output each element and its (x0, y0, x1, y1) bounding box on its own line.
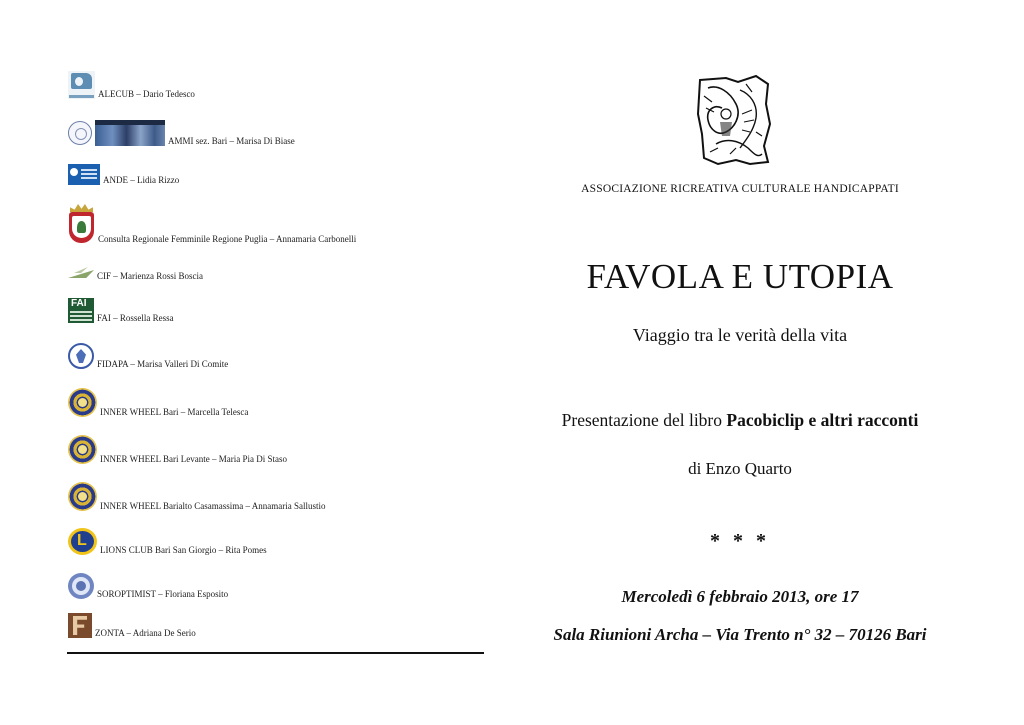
event-date: Mercoledì 6 febbraio 2013, ore 17 (621, 587, 859, 606)
sponsor-label: ZONTA – Adriana De Serio (95, 628, 196, 638)
fai-logo-icon (68, 298, 94, 323)
alecub-logo-icon (68, 71, 95, 99)
sponsor-label: INNER WHEEL Barialto Casamassima – Annamaria Sallustio (100, 501, 326, 511)
book-title: Pacobiclip e altri racconti (726, 410, 919, 430)
lions-club-logo-icon (68, 528, 97, 555)
sponsor-item (68, 164, 179, 185)
author-line: di Enzo Quarto (688, 459, 792, 478)
sponsor-item (68, 267, 203, 281)
sponsor-item (68, 298, 174, 323)
zonta-logo-icon (68, 613, 92, 638)
sponsor-item (68, 528, 267, 555)
cif-logo-icon (68, 267, 94, 281)
sponsor-item (68, 388, 248, 417)
sponsor-label: CIF – Marienza Rossi Boscia (97, 271, 203, 281)
sponsor-item (68, 435, 287, 464)
separator-stars: * * * (710, 530, 770, 552)
association-name: ASSOCIAZIONE RICREATIVA CULTURALE HANDICAPPATI (581, 183, 899, 195)
presentation-prefix: Presentazione del libro (561, 410, 723, 430)
sponsor-label: FAI – Rossella Ressa (97, 313, 174, 323)
sponsor-label: LIONS CLUB Bari San Giorgio – Rita Pomes (100, 545, 267, 555)
divider-line (67, 652, 484, 654)
sponsor-label: Consulta Regionale Femminile Regione Puglia – Annamaria Carbonelli (98, 234, 357, 244)
soroptimist-logo-icon (68, 573, 94, 599)
subtitle: Viaggio tra le verità della vita (632, 325, 848, 345)
sponsor-item (68, 204, 356, 244)
sponsor-item (68, 573, 228, 599)
sponsor-item (68, 613, 196, 638)
ammi-logo-icon (68, 120, 165, 146)
sponsor-item (68, 482, 325, 511)
page-title: FAVOLA E UTOPIA (586, 257, 894, 296)
book-presentation (510, 410, 970, 431)
regione-puglia-crest-icon (68, 204, 95, 244)
sponsor-label: AMMI sez. Bari – Marisa Di Biase (168, 136, 295, 146)
inner-wheel-logo-icon (68, 482, 97, 511)
event-venue: Sala Riunioni Archa – Via Trento n° 32 – 70126 Bari (553, 625, 927, 644)
sponsor-label: SOROPTIMIST – Floriana Esposito (97, 589, 229, 599)
inner-wheel-logo-icon (68, 388, 97, 417)
sponsor-label: FIDAPA – Marisa Valleri Di Comite (97, 359, 229, 369)
sponsor-item (68, 71, 195, 99)
sponsor-label: INNER WHEEL Bari Levante – Maria Pia Di Staso (100, 454, 287, 464)
ande-logo-icon (68, 164, 100, 185)
inner-wheel-logo-icon (68, 435, 97, 464)
engraving-emblem-icon (696, 74, 772, 166)
sponsor-label: ALECUB – Dario Tedesco (98, 89, 195, 99)
fidapa-logo-icon (68, 343, 94, 369)
sponsor-label: INNER WHEEL Bari – Marcella Telesca (100, 407, 249, 417)
sponsor-label: ANDE – Lidia Rizzo (103, 175, 180, 185)
sponsor-item (68, 343, 228, 369)
sponsor-item (68, 120, 295, 146)
